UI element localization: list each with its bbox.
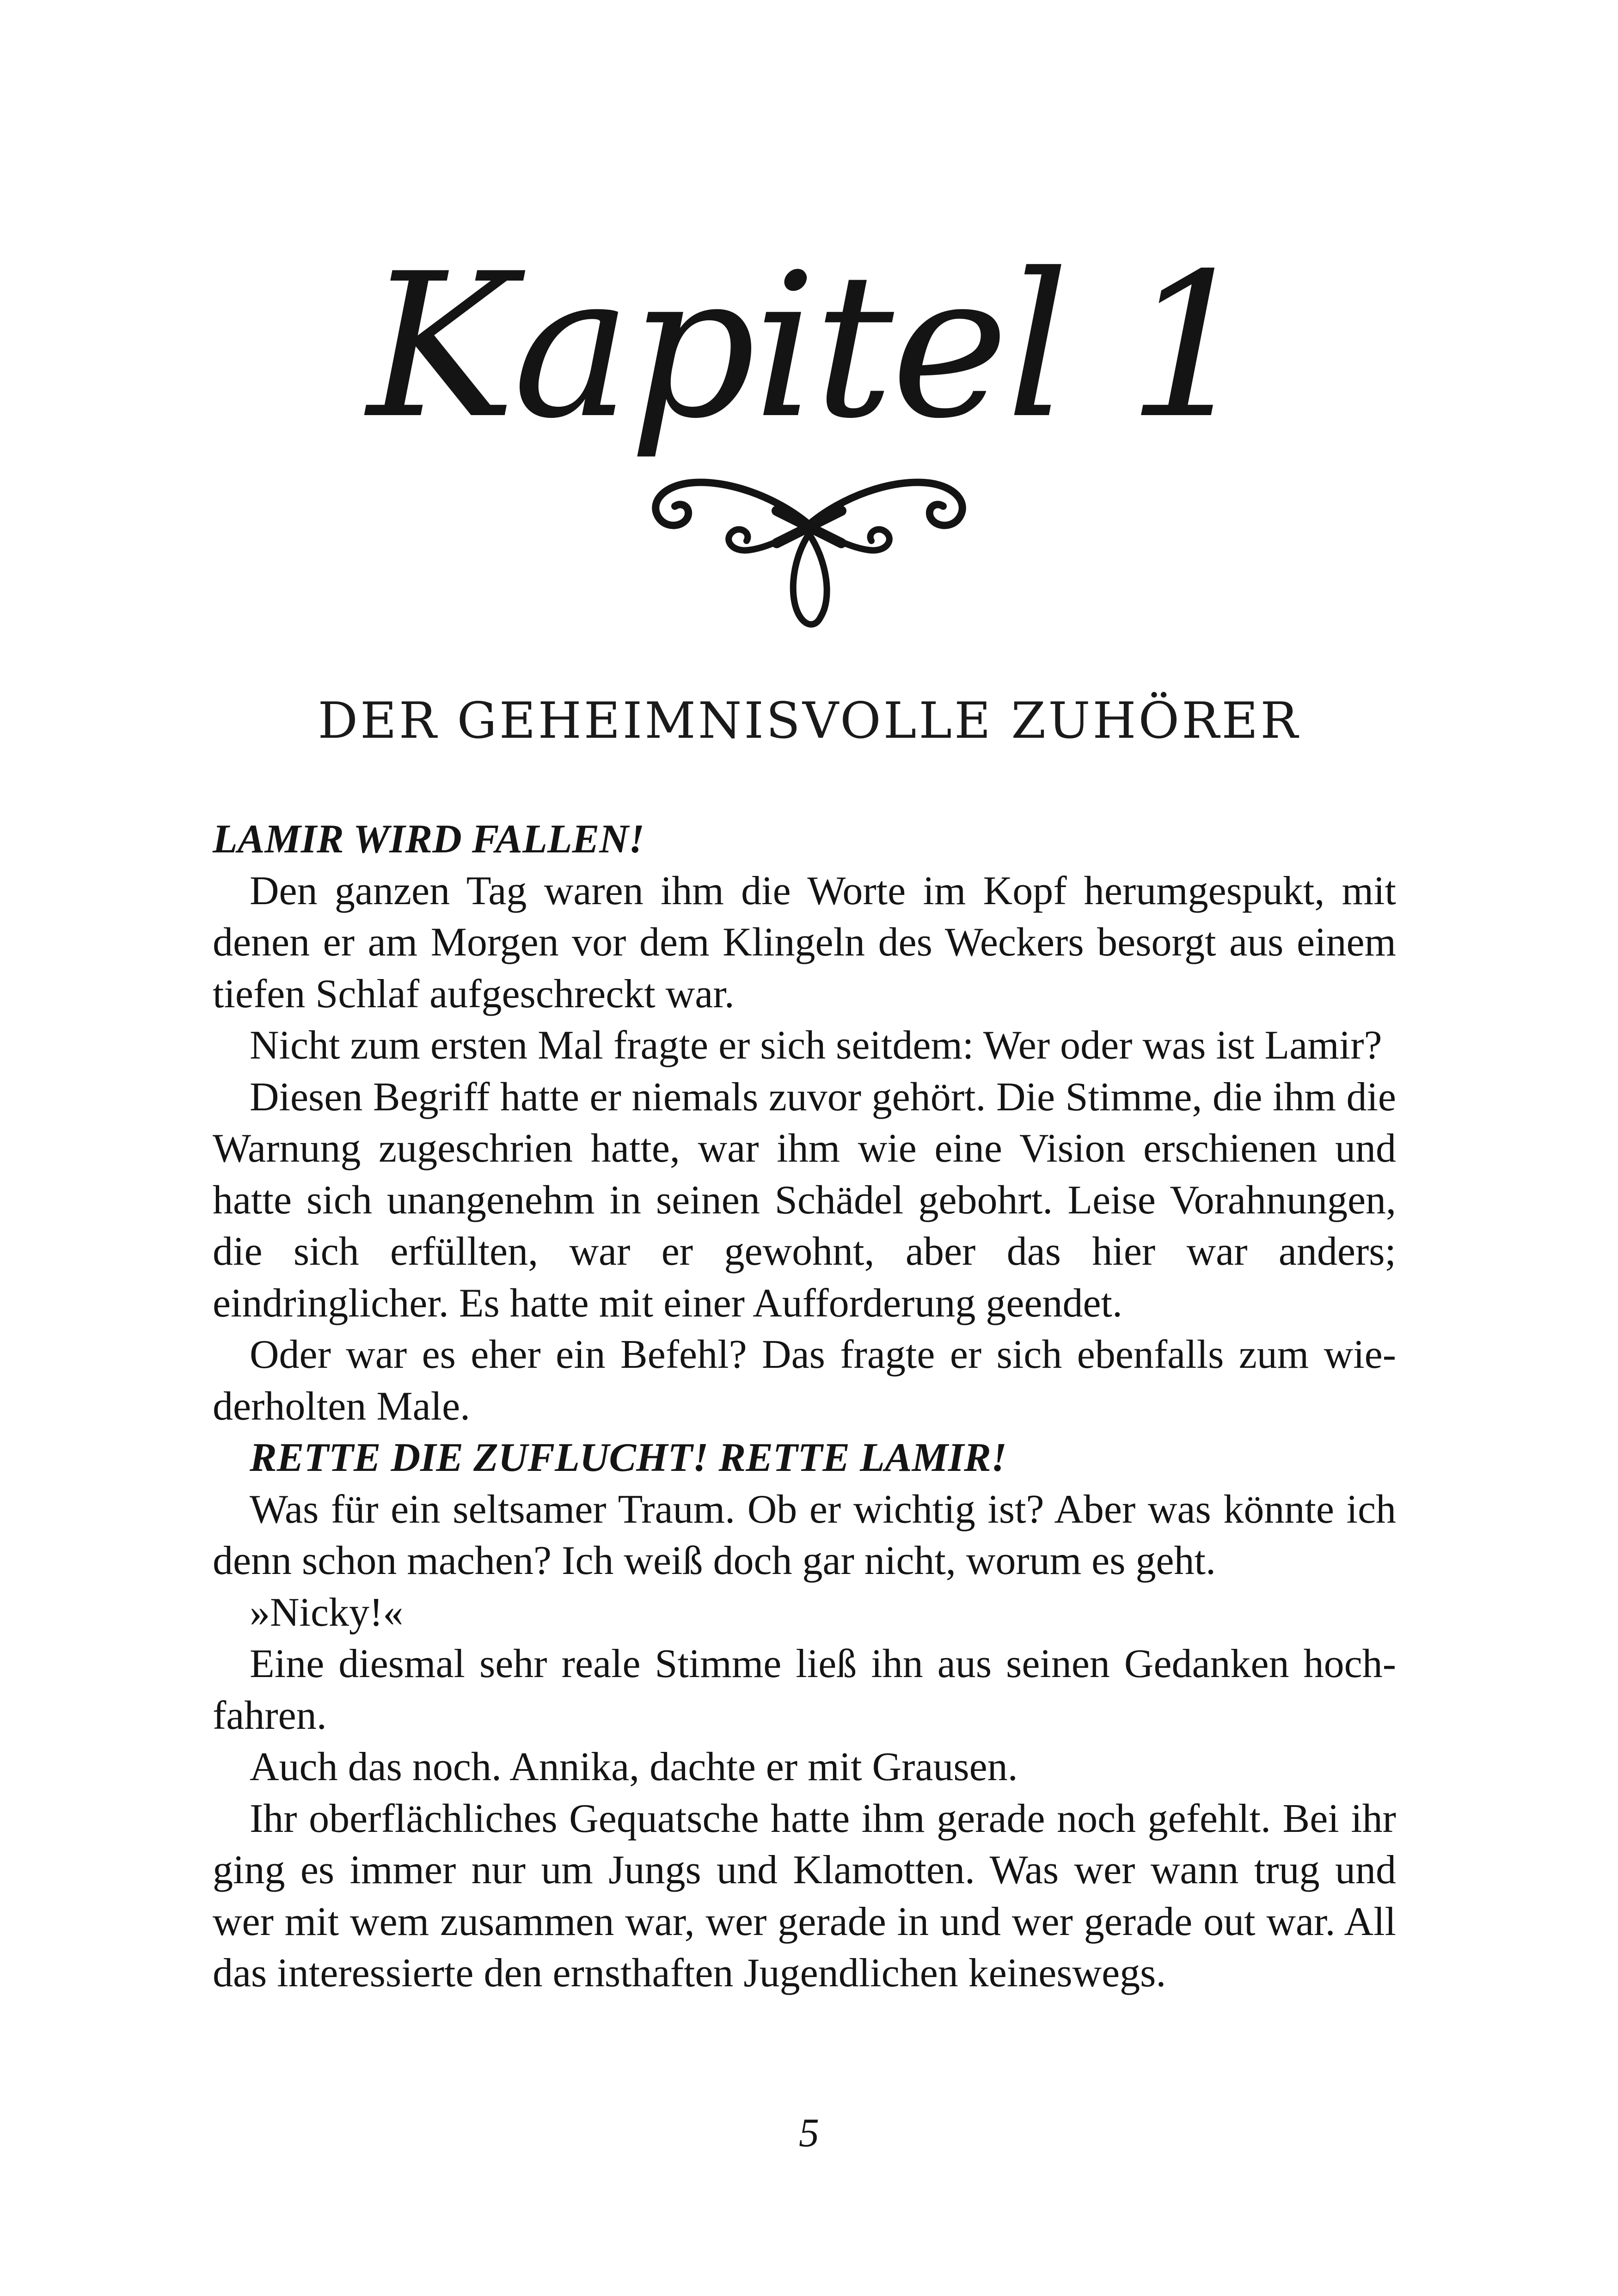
paragraph: Ihr oberflächliches Gequatsche hatte ihm gerade noch gefehlt. Bei ihr ging es immer nur um Jungs und Klamotten. Was wer wann trug und wer mit wem zusammen war, wer gerade in und wer gerade out war. All das interessierte den ernsthaften Jugendlichen keineswegs. [213, 1796, 1396, 1996]
chapter-heading: Kapitel 1 [367, 231, 1251, 462]
chapter-title: DER GEHEIMNISVOLLE ZUHÖRER [318, 692, 1300, 750]
opening-line: LAMIR WIRD FALLEN! [213, 817, 645, 862]
chapter-body [213, 814, 1396, 1999]
paragraph: Was für ein seltsamer Traum. Ob er wichtig ist? Aber was könnte ich denn schon machen? Ich weiß doch gar nicht, worum es geht. [213, 1487, 1396, 1583]
page-number: 5 [799, 2111, 819, 2155]
paragraph: Diesen Begriff hatte er niemals zuvor gehört. Die Stimme, die ihm die Warnung zugeschrien hatte, war ihm wie eine Vision erschienen und hatte sich unangenehm in seinen Schädel gebohrt. Leise Vorahnungen, die sich erfüllten, war er gewohnt, aber das hier war anders; eindringlicher. Es hatte mit einer Aufforderung geendet. [213, 1074, 1396, 1326]
paragraph: Auch das noch. Annika, dachte er mit Grausen. [250, 1745, 1018, 1789]
emphasized-paragraph: RETTE DIE ZUFLUCHT! RETTE LAMIR! [250, 1435, 1007, 1480]
paragraph: Eine diesmal sehr reale Stimme ließ ihn aus seinen Gedanken hochfahren. [213, 1641, 1396, 1738]
paragraph: »Nicky!« [250, 1590, 404, 1635]
flourish-ornament-icon [638, 455, 980, 640]
paragraph: Nicht zum ersten Mal fragte er sich seitdem: Wer oder was ist Lamir? [250, 1023, 1382, 1068]
paragraph: Oder war es eher ein Befehl? Das fragte er sich ebenfalls zum wiederholten Male. [213, 1332, 1396, 1429]
paragraph: Den ganzen Tag waren ihm die Worte im Kopf herumgespukt, mit denen er am Morgen vor dem Klingeln des Weckers besorgt aus einem tiefen Schlaf aufgeschreckt war. [213, 868, 1396, 1016]
